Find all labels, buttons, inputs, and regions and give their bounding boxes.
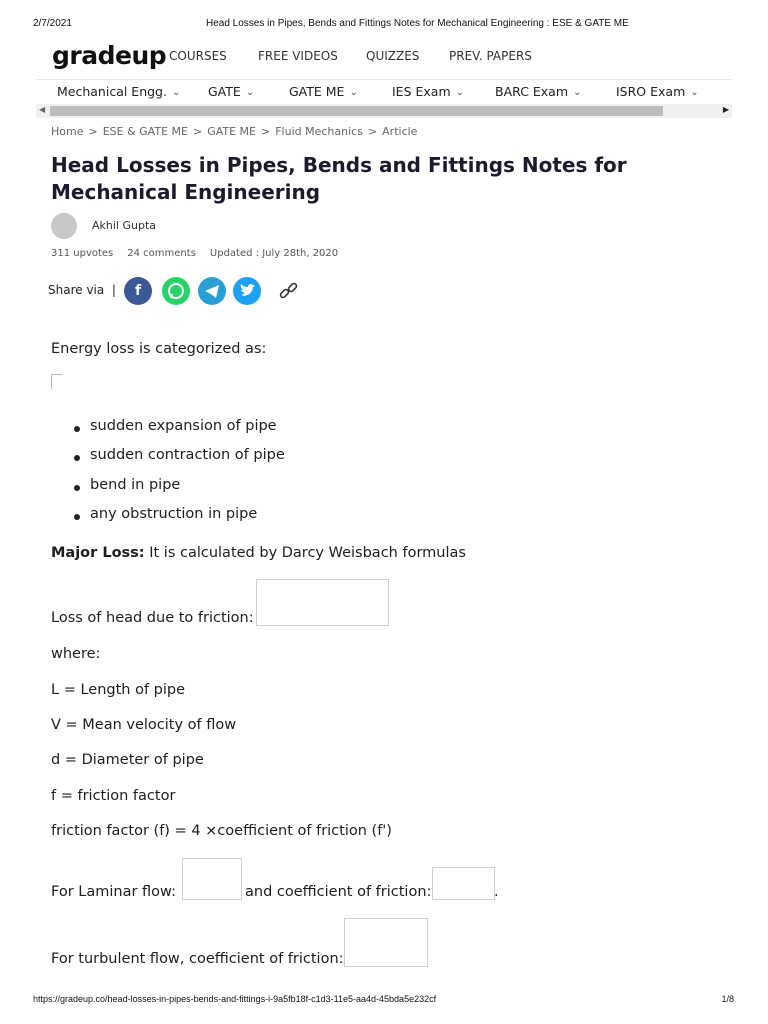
laminar-end-period: . <box>494 884 499 900</box>
breadcrumb: Home > ESE & GATE ME > GATE ME > Fluid Mechanics > Article <box>51 125 418 138</box>
comments-count[interactable]: 24 comments <box>127 248 196 259</box>
upvotes-count[interactable]: 311 upvotes <box>51 248 114 259</box>
var-velocity: V = Mean velocity of flow <box>51 717 237 733</box>
list-item: any obstruction in pipe <box>72 506 285 535</box>
gradeup-logo[interactable]: gradeup <box>52 41 167 70</box>
avatar[interactable] <box>51 213 77 239</box>
subnav-label: GATE ME <box>289 84 345 99</box>
subnav-barc-exam[interactable] <box>495 84 581 99</box>
telegram-icon[interactable] <box>198 277 226 305</box>
laminar-coefficient-image <box>432 867 495 900</box>
subnav-label: Mechanical Engg. <box>57 84 167 99</box>
page-title: Head Losses in Pipes, Bends and Fittings Notes for Mechanical Engineering <box>51 153 627 204</box>
print-title: Head Losses in Pipes, Bends and Fittings Notes for Mechanical Engineering : ESE & GATE ME <box>206 18 629 29</box>
turbulent-text: For turbulent flow, coefficient of friction: <box>51 951 344 967</box>
major-loss-text: It is calculated by Darcy Weisbach formulas <box>144 545 466 561</box>
subnav-gate[interactable] <box>208 84 254 99</box>
subnav-mechanical-engg[interactable] <box>57 84 180 99</box>
intro-text: Energy loss is categorized as: <box>51 341 267 357</box>
breadcrumb-ese-gate-me[interactable]: ESE & GATE ME <box>102 125 188 138</box>
share-label <box>48 283 116 297</box>
chevron-down-icon: ⌄ <box>245 87 255 98</box>
subnav-label: ISRO Exam <box>616 84 686 99</box>
nav-prev-papers[interactable]: PREV. PAPERS <box>449 49 532 63</box>
friction-relation: friction factor (f) = 4 ×coefficient of friction (f') <box>51 823 392 839</box>
turbulent-formula-image <box>344 918 428 967</box>
var-length: L = Length of pipe <box>51 682 186 698</box>
subnav-label: GATE <box>208 84 241 99</box>
chevron-down-icon: ⌄ <box>349 87 358 98</box>
share-via-text: Share via <box>48 283 105 297</box>
subnav-ies-exam[interactable] <box>392 84 464 99</box>
var-diameter: d = Diameter of pipe <box>51 752 204 768</box>
broken-image-icon <box>51 374 62 389</box>
breadcrumb-article: Article <box>382 125 418 138</box>
scroll-left-arrow-icon[interactable]: ◀ <box>39 105 46 114</box>
laminar-text: For Laminar flow: <box>51 884 176 900</box>
nav-quizzes[interactable]: QUIZZES <box>366 49 420 63</box>
breadcrumb-gate-me[interactable]: GATE ME <box>207 125 256 138</box>
chevron-down-icon: ⌄ <box>171 87 181 98</box>
laminar-formula-image <box>182 858 242 900</box>
var-friction-factor: f = friction factor <box>51 788 176 804</box>
author-name[interactable]: Akhil Gupta <box>92 219 157 232</box>
where-text: where: <box>51 646 101 662</box>
scroll-right-arrow-icon[interactable]: ▶ <box>722 105 729 114</box>
friction-loss-text: Loss of head due to friction: <box>51 610 254 626</box>
facebook-icon[interactable]: f <box>124 277 152 305</box>
article-meta <box>51 248 352 259</box>
major-loss-paragraph <box>51 545 466 561</box>
major-loss-label: Major Loss: <box>51 545 145 561</box>
twitter-icon[interactable] <box>233 277 261 305</box>
breadcrumb-fluid-mechanics[interactable]: Fluid Mechanics <box>275 125 363 138</box>
print-date: 2/7/2021 <box>33 18 72 29</box>
scrollbar-thumb[interactable] <box>50 106 663 116</box>
horizontal-scrollbar[interactable] <box>36 104 732 118</box>
list-item: bend in pipe <box>72 477 285 506</box>
subnav-isro-exam[interactable] <box>616 84 699 99</box>
chevron-down-icon: ⌄ <box>690 87 699 98</box>
subnav-label: BARC Exam <box>495 84 569 99</box>
chevron-down-icon: ⌄ <box>573 87 582 98</box>
nav-courses[interactable]: COURSES <box>169 49 227 63</box>
laminar-coefficient-text: and coefficient of friction: <box>245 884 432 900</box>
list-item: sudden contraction of pipe <box>72 447 285 476</box>
share-separator: | <box>111 283 116 297</box>
updated-date: Updated : July 28th, 2020 <box>209 248 339 259</box>
whatsapp-icon[interactable] <box>162 277 190 305</box>
energy-loss-list <box>72 418 285 535</box>
subnav-label: IES Exam <box>392 84 451 99</box>
friction-formula-image <box>256 579 389 626</box>
breadcrumb-home[interactable]: Home <box>51 125 84 138</box>
list-item: sudden expansion of pipe <box>72 418 285 447</box>
nav-free-videos[interactable]: FREE VIDEOS <box>258 49 338 63</box>
copy-link-icon[interactable] <box>277 280 301 304</box>
chevron-down-icon: ⌄ <box>455 87 465 98</box>
print-url: https://gradeup.co/head-losses-in-pipes-bends-and-fittings-i-9a5fb18f-c1d3-11e5-aa4d-45bda5e232cf <box>33 994 437 1004</box>
subnav-gate-me[interactable] <box>289 84 358 99</box>
print-page-number: 1/8 <box>721 994 734 1004</box>
header-divider <box>36 79 732 80</box>
